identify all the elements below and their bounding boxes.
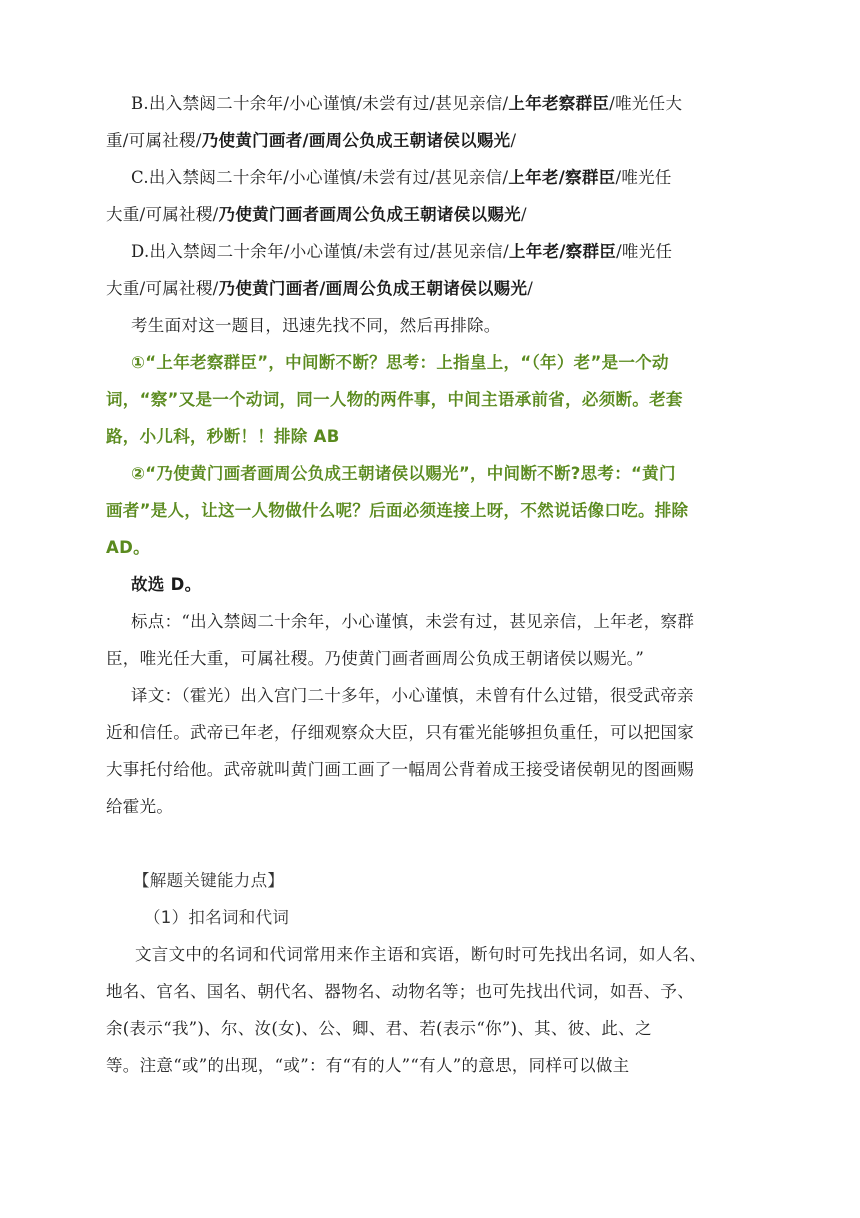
analysis-1-line-2: 词，“察”又是一个动词，同一人物的两件事，中间主语承前省，必须断。老套 bbox=[106, 390, 683, 409]
body-line-4: 等。注意“或”的出现，“或”：有“有的人”“有人”的意思，同样可以做主 bbox=[106, 1056, 630, 1075]
body-line-2: 地名、官名、国名、朝代名、器物名、动物名等；也可先找出代词，如吾、予、 bbox=[106, 982, 694, 1001]
translation-line-4: 给霍光。 bbox=[106, 797, 174, 816]
body-line-3: 余(表示“我”)、尔、汝(女)、公、卿、君、若(表示“你”)、其、彼、此、之 bbox=[106, 1019, 652, 1038]
option-bold-text: 上年老 bbox=[508, 168, 559, 187]
analysis-2-line-2: 画者”是人，让这一人物做什么呢？后面必须连接上呀，不然说话像口吃。排除 bbox=[106, 501, 689, 520]
analysis-1-line-3: 路，小儿科，秒断！！排除 AB bbox=[106, 427, 340, 446]
analysis-1-line-1: ①“上年老察群臣”，中间断不断？思考：上指皇上，“（年）老”是一个动 bbox=[131, 353, 669, 372]
option-bold-text: / bbox=[558, 168, 566, 187]
option-text: /唯光任 bbox=[615, 168, 672, 187]
option-text: 大重/可属社稷/ bbox=[106, 279, 219, 298]
option-bold-text: 画周公负成王朝诸侯以赐光 bbox=[325, 279, 528, 298]
option-bold-text: 乃使黄门画者 bbox=[201, 131, 303, 150]
option-d-line-1 bbox=[131, 241, 781, 263]
option-text: D.出入禁闼二十余年/小心谨慎/未尝有过/甚见亲信/ bbox=[131, 242, 509, 261]
punctuation-line-2: 臣，唯光任大重，可属社稷。乃使黄门画者画周公负成王朝诸侯以赐光。” bbox=[106, 649, 645, 668]
option-text: /唯光任大 bbox=[609, 94, 683, 113]
option-bold-text: / bbox=[302, 131, 309, 150]
option-text: 大重/可属社稷/ bbox=[106, 205, 219, 224]
option-text: /唯光任 bbox=[616, 242, 673, 261]
option-d-line-2 bbox=[106, 278, 756, 300]
option-bold-text: / bbox=[319, 279, 326, 298]
translation-line-2: 近和信任。武帝已年老，仔细观察众大臣，只有霍光能够担负重任，可以把国家 bbox=[106, 723, 694, 742]
section-heading: 【解题关键能力点】 bbox=[133, 871, 285, 890]
intro-text: 考生面对这一题目，迅速先找不同，然后再排除。 bbox=[131, 316, 501, 335]
option-bold-text: 上年老 bbox=[508, 242, 560, 261]
option-b-line-1 bbox=[131, 93, 781, 115]
analysis-2-line-3: AD。 bbox=[106, 538, 150, 557]
translation-line-1: 译文：（霍光）出入宫门二十多年，小心谨慎，未曾有什么过错，很受武帝亲 bbox=[131, 686, 694, 705]
option-text: 重/可属社稷/ bbox=[106, 131, 202, 150]
option-text: / bbox=[510, 131, 517, 150]
body-line-1: 文言文中的名词和代词常用来作主语和宾语，断句时可先找出名词，如人名、 bbox=[135, 945, 707, 964]
option-bold-text: 乃使黄门画者画周公负成王朝诸侯以赐光 bbox=[218, 205, 521, 224]
option-bold-text: 察群臣 bbox=[565, 168, 616, 187]
option-bold-text: 乃使黄门画者 bbox=[218, 279, 320, 298]
answer-text: 故选 D。 bbox=[131, 575, 202, 594]
option-c-line-2 bbox=[106, 204, 756, 226]
option-bold-text: 察群臣 bbox=[565, 242, 617, 261]
option-bold-text: 画周公负成王朝诸侯以赐光 bbox=[308, 131, 511, 150]
subheading: （1）扣名词和代词 bbox=[144, 908, 290, 927]
option-text: C.出入禁闼二十余年/小心谨慎/未尝有过/甚见亲信/ bbox=[131, 168, 509, 187]
option-bold-text: 上年老察群臣 bbox=[508, 94, 610, 113]
option-text: B.出入禁闼二十余年/小心谨慎/未尝有过/甚见亲信/ bbox=[131, 94, 509, 113]
punctuation-line-1: 标点：“出入禁闼二十余年，小心谨慎，未尝有过，甚见亲信，上年老，察群 bbox=[131, 612, 695, 631]
option-bold-text: / bbox=[559, 242, 566, 261]
option-text: / bbox=[520, 205, 527, 224]
option-b-line-2 bbox=[106, 130, 756, 152]
analysis-2-line-1: ②“乃使黄门画者画周公负成王朝诸侯以赐光”，中间断不断?思考：“黄门 bbox=[131, 464, 676, 483]
translation-line-3: 大事托付给他。武帝就叫黄门画工画了一幅周公背着成王接受诸侯朝见的图画赐 bbox=[106, 760, 694, 779]
option-text: / bbox=[527, 279, 534, 298]
option-c-line-1 bbox=[131, 167, 781, 189]
